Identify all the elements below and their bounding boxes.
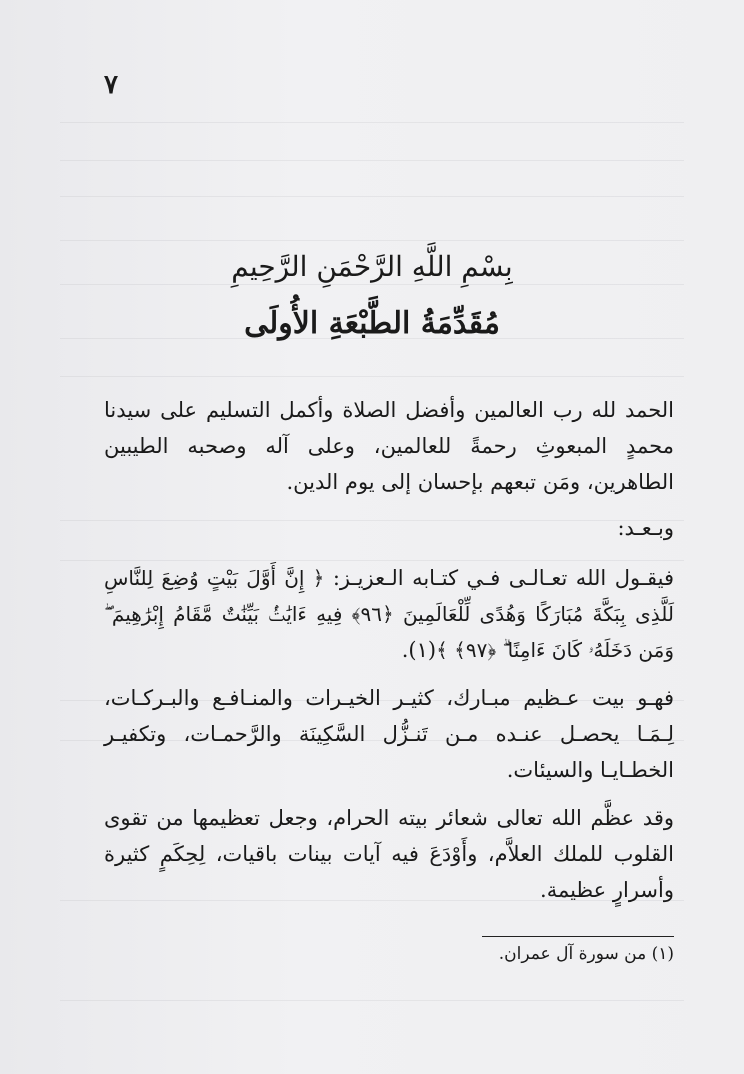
basmala-heading: بِسْمِ اللَّهِ الرَّحْمَنِ الرَّحِيمِ [231,250,513,283]
paragraph-praise [104,392,674,500]
wa-baad-text: وبـعـد: [617,516,674,540]
blessed-house-text: فهـو بيت عـظيم مبـارك، كثيـر الخيـرات والمنـافـع والبـركـات، لِـمَـا يحصـل عنـده مـن تَنـزُّل السَّكِينَة والرَّحمـات، وتكفيـر الخطـايـا والسيئات. [104,686,674,782]
quote-intro: فيقـول الله تعـالـى فـي كتـابه الـعزيـز: [324,566,674,590]
paragraph-shaair [104,800,674,908]
paragraph-wa-baad [104,510,674,546]
footnote-divider [482,936,674,937]
quran-verse: ﴿ إِنَّ أَوَّلَ بَيْتٍ وُضِعَ لِلنَّاسِ لَلَّذِى بِبَكَّةَ مُبَارَكًا وَهُدًى لِّلْعَالَمِينَ ﴿٩٦﴾ فِيهِ ءَايَٰتُۢ بَيِّنَٰتٌ مَّقَامُ إِبْرَٰهِيمَ ۖ وَمَن دَخَلَهُۥ كَانَ ءَامِنًا ۗ ﴿٩٧﴾ ﴾ [104,566,674,662]
quran-quote-paragraph [104,560,674,668]
section-title: مُقَدِّمَةُ الطَّبْعَةِ الأُولَى [244,306,500,341]
page-number: ٧ [104,70,118,100]
paragraph-blessed-house [104,680,674,788]
footnote-ref: (١). [401,638,437,662]
footnote: (١) من سورة آل عمران. [498,944,674,964]
paragraph-quran-quote [104,560,674,668]
shaair-text: وقد عظَّم الله تعالى شعائر بيته الحرام، وجعل تعظيمها من تقوى القلوب للملك العلاَّم، وأَوْدَعَ فيه آيات بينات باقيات، لِحِكَمٍ كثيرة وأسرارٍ عظيمة. [104,806,674,902]
paragraph-praise-text: الحمد لله رب العالمين وأفضل الصلاة وأكمل التسليم على سيدنا محمدٍ المبعوثِ رحمةً للعالمين، وعلى آله وصحبه الطيبين الطاهرين، ومَن تبعهم بإحسان إلى يوم الدين. [104,398,674,494]
